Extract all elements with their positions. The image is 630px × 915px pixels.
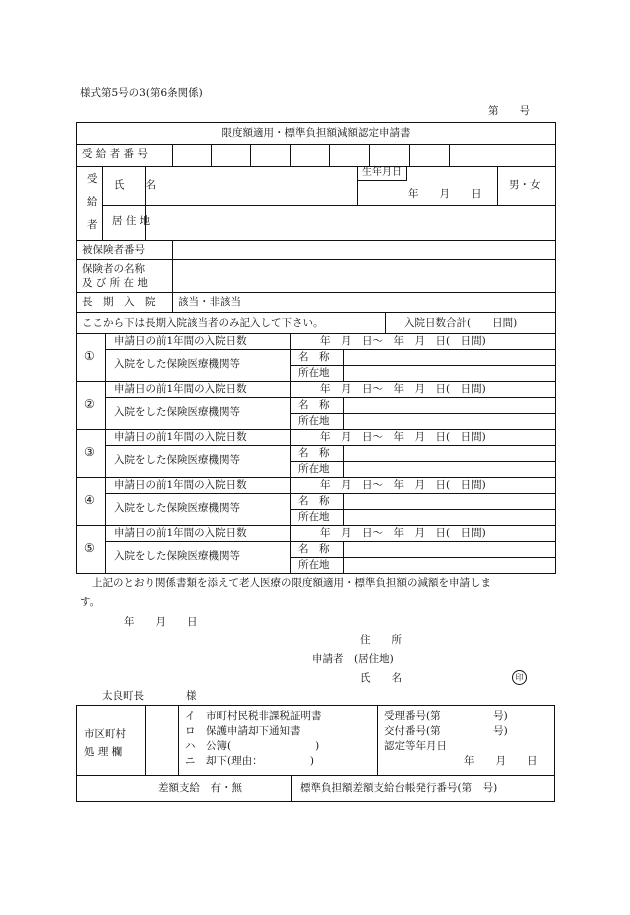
- cert-date[interactable]: 年 月 日: [464, 755, 538, 767]
- doc-item-4[interactable]: ニ 却下(理由： ): [185, 755, 314, 767]
- institution-name-label: 名 称: [298, 399, 330, 411]
- institution-name-label: 名 称: [298, 495, 330, 507]
- institution-label: 入院をした保険医療機関等: [114, 502, 240, 514]
- long-term-select[interactable]: 該当・非該当: [178, 296, 241, 308]
- recipient-label-1: 受: [87, 173, 98, 185]
- office-label-2: 処 理 欄: [84, 746, 123, 758]
- doc-item-3[interactable]: ハ 公簿( ): [185, 740, 320, 752]
- doc-item-2[interactable]: ロ 保護申請却下通知書: [185, 725, 301, 737]
- declaration-line-2: す。: [80, 596, 101, 608]
- insurer-input[interactable]: [172, 259, 556, 292]
- entry-number: ③: [84, 445, 95, 459]
- residence-input[interactable]: [145, 205, 556, 240]
- applicant-address-label: 住 所: [360, 634, 402, 646]
- days-label: 申請日の前1年間の入院日数: [114, 383, 247, 395]
- institution-label: 入院をした保険医療機関等: [114, 358, 240, 370]
- days-label: 申請日の前1年間の入院日数: [114, 479, 247, 491]
- recipient-label-3: 者: [87, 219, 98, 231]
- period-field[interactable]: 年 月 日〜 年 月 日( 日間): [320, 383, 486, 395]
- residence-label: 居 住 地: [112, 215, 151, 227]
- days-label: 申請日の前1年間の入院日数: [114, 431, 247, 443]
- entry-number: ①: [84, 349, 95, 363]
- insurer-label-1: 保険者の名称: [82, 263, 145, 275]
- institution-name-input[interactable]: [343, 349, 556, 365]
- insurer-label-2: 及 び 所 在 地: [82, 277, 148, 289]
- institution-name-input[interactable]: [343, 493, 556, 509]
- insured-number-input[interactable]: [172, 240, 556, 259]
- recipient-number-input[interactable]: [172, 144, 449, 166]
- institution-name-label: 名 称: [298, 351, 330, 363]
- institution-name-input[interactable]: [343, 397, 556, 413]
- total-days-field[interactable]: 入院日数合計( 日間): [404, 317, 518, 329]
- office-label-1: 市区町村: [84, 728, 126, 740]
- days-label: 申請日の前1年間の入院日数: [114, 527, 247, 539]
- insured-number-label: 被保険者番号: [82, 244, 145, 256]
- gender-select[interactable]: 男・女: [509, 179, 541, 191]
- dob-input[interactable]: 年 月 日: [408, 188, 482, 200]
- days-label: 申請日の前1年間の入院日数: [114, 335, 247, 347]
- recipient-label-2: 給: [87, 196, 98, 208]
- recipient-number-label: 受 給 者 番 号: [82, 148, 148, 160]
- addressee: 太良町長 様: [102, 690, 197, 702]
- institution-address-input[interactable]: [343, 557, 556, 573]
- institution-address-label: 所在地: [298, 367, 330, 379]
- period-field[interactable]: 年 月 日〜 年 月 日( 日間): [320, 431, 486, 443]
- applicant-label: 申請者 (居住地): [312, 653, 394, 665]
- institution-address-input[interactable]: [343, 509, 556, 525]
- institution-label: 入院をした保険医療機関等: [114, 454, 240, 466]
- institution-name-label: 名 称: [298, 543, 330, 555]
- applicant-name-label: 氏 名: [360, 672, 402, 684]
- declaration-line-1: 上記のとおり関係書類を添えて老人医療の限度額適用・標準負担額の減額を申請しま: [92, 577, 491, 589]
- application-date[interactable]: 年 月 日: [124, 616, 198, 628]
- form-title: 限度額適用・標準負担額減額認定申請書: [221, 127, 411, 139]
- serial-number: 第 号: [488, 105, 530, 117]
- dob-label: 生年月日: [362, 167, 402, 178]
- form-number: 様式第5号の3(第6条関係): [80, 87, 203, 99]
- ledger-number[interactable]: 標準負担額差額支給台帳発行番号(第 号): [300, 782, 498, 794]
- institution-address-input[interactable]: [343, 413, 556, 429]
- institution-address-label: 所在地: [298, 415, 330, 427]
- institution-address-label: 所在地: [298, 463, 330, 475]
- entry-number: ④: [84, 493, 95, 507]
- institution-address-input[interactable]: [343, 461, 556, 477]
- entry-number: ②: [84, 397, 95, 411]
- name-input[interactable]: [145, 166, 357, 205]
- period-field[interactable]: 年 月 日〜 年 月 日( 日間): [320, 335, 486, 347]
- name-label: 氏 名: [114, 179, 156, 191]
- institution-name-label: 名 称: [298, 447, 330, 459]
- institution-address-input[interactable]: [343, 365, 556, 381]
- period-field[interactable]: 年 月 日〜 年 月 日( 日間): [320, 479, 486, 491]
- institution-label: 入院をした保険医療機関等: [114, 550, 240, 562]
- doc-item-1[interactable]: イ 市町村民税非課税証明書: [185, 710, 322, 722]
- entry-number: ⑤: [84, 541, 95, 555]
- receipt-number[interactable]: 受理番号(第 号): [384, 710, 508, 722]
- cert-date-label: 認定等年月日: [384, 740, 447, 752]
- institution-address-label: 所在地: [298, 559, 330, 571]
- institution-label: 入院をした保険医療機関等: [114, 406, 240, 418]
- institution-address-label: 所在地: [298, 511, 330, 523]
- issue-number[interactable]: 交付番号(第 号): [384, 725, 508, 737]
- diff-payment[interactable]: 差額支給 有・無: [158, 782, 242, 794]
- long-term-label: 長 期 入 院: [82, 296, 156, 308]
- institution-name-input[interactable]: [343, 541, 556, 557]
- institution-name-input[interactable]: [343, 445, 556, 461]
- long-term-note: ここから下は長期入院該当者のみ記入して下さい。: [82, 317, 324, 329]
- seal-icon: 印: [512, 670, 527, 685]
- period-field[interactable]: 年 月 日〜 年 月 日( 日間): [320, 527, 486, 539]
